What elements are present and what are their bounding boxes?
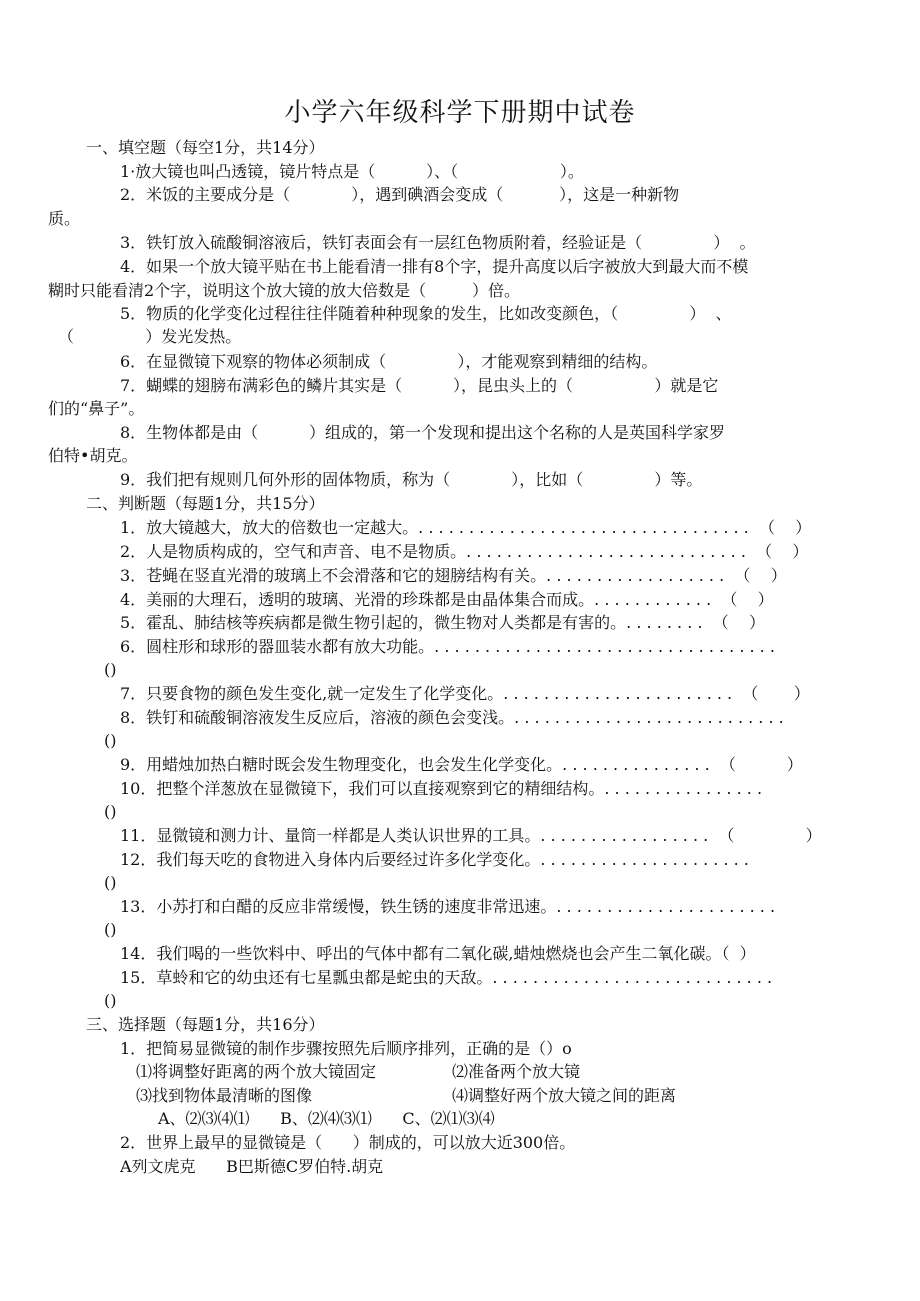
question-2-14: 14．我们喝的一些饮料中、呼出的气体中都有二氧化碳,蜡烛燃烧也会产生二氧化碳。（ ） (120, 944, 756, 963)
question-2-13: 13．小苏打和白醋的反应非常缓慢，铁生锈的速度非常迅速。. . . . . . . . . . . . . . . . . . . . . . (120, 897, 776, 916)
question-1-4-cont: 糊时只能看清2个字，说明这个放大镜的放大倍数是（ ）倍。 (48, 281, 520, 300)
section-header-true-false: 二、判断题（每题1分，共15分） (86, 494, 325, 513)
question-1-6: 6．在显微镜下观察的物体必须制成（ ），才能观察到精细的结构。 (120, 352, 658, 371)
question-2-15: 15．草蛉和它的幼虫还有七星瓢虫都是蛇虫的天敌。. . . . . . . . . . . . . . . . . . . . . . . . . . . . (120, 968, 773, 987)
question-1-8-cont: 伯特•胡克。 (48, 446, 138, 465)
question-1-7: 7．蝴蝶的翅膀布满彩色的鳞片其实是（ ），昆虫头上的（ ）就是它 (120, 376, 719, 395)
question-1-5-cont: （ ）发光发热。 (58, 327, 242, 346)
question-3-1-step-1: ⑴将调整好距离的两个放大镜固定 (136, 1062, 377, 1081)
question-1-3: 3．铁钉放入硫酸铜溶液后，铁钉表面会有一层红色物质附着，经验证是（ ） 。 (120, 233, 756, 252)
question-2-12: 12．我们每天吃的食物进入身体内后要经过许多化学变化。. . . . . . . . . . . . . . . . . . . . . (120, 850, 749, 869)
question-2-12-answer: () (104, 873, 117, 892)
question-3-1-step-2: ⑵准备两个放大镜 (452, 1062, 581, 1081)
question-1-4: 4．如果一个放大镜平贴在书上能看清一排有8个字，提升高度以后字被放大到最大而不模 (120, 257, 749, 276)
question-2-6-answer: () (104, 660, 117, 679)
question-3-1-step-3: ⑶找到物体最清晰的图像 (136, 1086, 313, 1105)
question-2-11: 11．显微镜和测力计、量筒一样都是人类认识世界的工具。. . . . . . . . . . . . . . . . . （ ） (120, 826, 822, 845)
section-header-fill-blank: 一、填空题（每空1分，共14分） (86, 138, 325, 157)
question-2-10-answer: () (104, 802, 117, 821)
question-1-2: 2．米饭的主要成分是（ ），遇到碘酒会变成（ ），这是一种新物 (120, 185, 680, 204)
question-2-5: 5．霍乱、肺结核等疾病都是微生物引起的，微生物对人类都是有害的。. . . . . . . . （ ） (120, 613, 765, 632)
question-1-7-cont: 们的“鼻子”。 (48, 399, 145, 418)
question-2-8-answer: () (104, 731, 117, 750)
question-2-2: 2．人是物质构成的，空气和声音、电不是物质。. . . . . . . . . . . . . . . . . . . . . . . . . . . . （ ） (120, 542, 809, 561)
question-2-7: 7．只要食物的颜色发生变化,就一定发生了化学变化。. . . . . . . . . . . . . . . . . . . . . . . （ ） (120, 684, 810, 703)
question-3-1-step-4: ⑷调整好两个放大镜之间的距离 (452, 1086, 677, 1105)
question-2-15-answer: () (104, 991, 117, 1010)
question-3-1: 1．把简易显微镜的制作步骤按照先后顺序排列，正确的是（）o (120, 1039, 572, 1058)
question-1-8: 8．生物体都是由（ ）组成的，第一个发现和提出这个名称的人是英国科学家罗 (120, 423, 726, 442)
question-1-2-cont: 质。 (48, 209, 81, 228)
question-2-9: 9．用蜡烛加热白糖时既会发生物理变化，也会发生化学变化。. . . . . . . . . . . . . . . （ ） (120, 755, 803, 774)
question-3-2: 2．世界上最早的显微镜是（ ）制成的，可以放大近300倍。 (120, 1133, 576, 1152)
question-1-5: 5．物质的化学变化过程往往伴随着种种现象的发生，比如改变颜色，（ ） 、 (120, 304, 732, 323)
question-2-4: 4．美丽的大理石，透明的玻璃、光滑的珍珠都是由晶体集合而成。. . . . . . . . . . . . （ ） (120, 590, 774, 609)
question-2-6: 6．圆柱形和球形的器皿装水都有放大功能。. . . . . . . . . . . . . . . . . . . . . . . . . . . . . . . . . . (120, 637, 775, 656)
question-2-1: 1．放大镜越大，放大的倍数也一定越大。. . . . . . . . . . . . . . . . . . . . . . . . . . . . . . . . . （ ） (120, 518, 812, 537)
question-2-10: 10．把整个洋葱放在显微镜下，我们可以直接观察到它的精细结构。. . . . . . . . . . . . . . . . (120, 779, 763, 798)
question-2-3: 3．苍蝇在竖直光滑的玻璃上不会滑落和它的翅膀结构有关。. . . . . . . . . . . . . . . . . . （ ） (120, 566, 787, 585)
question-2-13-answer: () (104, 920, 117, 939)
section-header-multiple-choice: 三、选择题（每题1分，共16分） (86, 1015, 325, 1034)
question-3-2-choices: A列文虎克 B巴斯德C罗伯特.胡克 (120, 1157, 384, 1176)
question-1-1: 1·放大镜也叫凸透镜，镜片特点是（ ）、（ ）。 (120, 162, 584, 181)
page-title: 小学六年级科学下册期中试卷 (284, 98, 636, 128)
question-2-8: 8．铁钉和硫酸铜溶液发生反应后，溶液的颜色会变浅。. . . . . . . . . . . . . . . . . . . . . . . . . . . (120, 708, 784, 727)
question-3-1-choices: A、⑵⑶⑷⑴ B、⑵⑷⑶⑴ C、⑵⑴⑶⑷ (158, 1109, 495, 1128)
question-1-9: 9．我们把有规则几何外形的固体物质，称为（ ），比如（ ）等。 (120, 470, 703, 489)
